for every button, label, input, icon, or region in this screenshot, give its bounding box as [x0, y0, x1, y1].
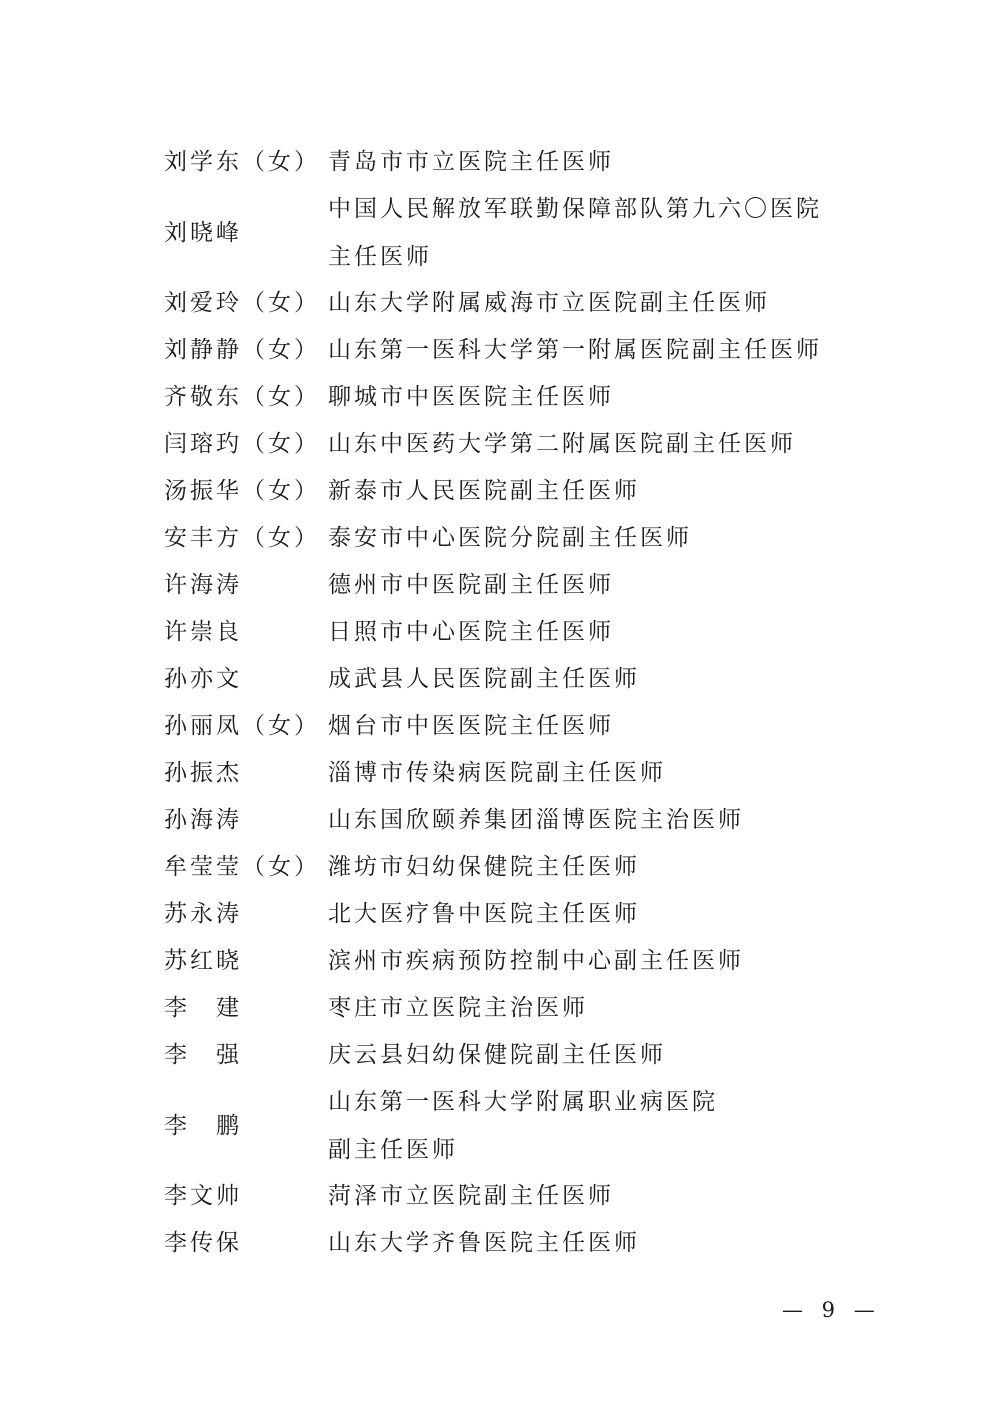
affiliation-line: 青岛市市立医院主任医师 — [328, 149, 614, 175]
affiliation-line: 中国人民解放军联勤保障部队第九六〇医院 — [328, 196, 822, 222]
affiliation-line: 烟台市中医医院主任医师 — [328, 713, 614, 739]
person-affiliation — [328, 520, 864, 557]
person-name: 李文帅 — [164, 1183, 242, 1209]
person-name: 刘爱玲（女） — [164, 290, 320, 316]
person-affiliation — [328, 943, 864, 980]
affiliation-line: 日照市中心医院主任医师 — [328, 619, 614, 645]
list-item — [164, 379, 864, 416]
list-item — [164, 708, 864, 745]
person-name: 牟莹莹（女） — [164, 854, 320, 880]
list-item — [164, 520, 864, 557]
person-affiliation — [328, 1037, 864, 1074]
person-name: 苏红晓 — [164, 948, 242, 974]
person-affiliation — [328, 426, 864, 463]
affiliation-line: 成武县人民医院副主任医师 — [328, 666, 640, 692]
person-name: 刘学东（女） — [164, 149, 320, 175]
affiliation-line: 山东大学附属威海市立医院副主任医师 — [328, 290, 770, 316]
person-affiliation — [328, 332, 864, 369]
person-name: 许海涛 — [164, 572, 242, 598]
person-affiliation — [328, 755, 864, 792]
person-name: 闫瑢玓（女） — [164, 431, 320, 457]
affiliation-line: 新泰市人民医院副主任医师 — [328, 478, 640, 504]
person-name: 齐敬东（女） — [164, 384, 320, 410]
person-affiliation — [328, 849, 864, 886]
person-affiliation — [328, 896, 864, 933]
list-item — [164, 285, 864, 322]
list-item — [164, 1078, 864, 1174]
affiliation-line: 山东第一医科大学附属职业病医院 — [328, 1089, 718, 1115]
person-name: 李 强 — [164, 1042, 242, 1068]
person-name: 苏永涛 — [164, 901, 242, 927]
list-item — [164, 614, 864, 651]
person-name: 李 鹏 — [164, 1112, 242, 1139]
person-affiliation — [328, 379, 864, 416]
person-name: 刘晓峰 — [164, 219, 242, 246]
person-affiliation — [328, 185, 864, 281]
affiliation-line: 山东第一医科大学第一附属医院副主任医师 — [328, 337, 822, 363]
person-affiliation — [328, 708, 864, 745]
affiliation-line: 聊城市中医医院主任医师 — [328, 384, 614, 410]
list-item — [164, 755, 864, 792]
person-name: 安丰方（女） — [164, 525, 320, 551]
list-item — [164, 1225, 864, 1262]
list-item — [164, 426, 864, 463]
page-number: — 9 — — [782, 1298, 881, 1322]
affiliation-line: 枣庄市立医院主治医师 — [328, 995, 588, 1021]
affiliation-line: 淄博市传染病医院副主任医师 — [328, 760, 666, 786]
affiliation-line: 德州市中医院副主任医师 — [328, 572, 614, 598]
person-name: 李传保 — [164, 1230, 242, 1256]
list-item — [164, 990, 864, 1027]
list-item — [164, 802, 864, 839]
affiliation-line: 山东国欣颐养集团淄博医院主治医师 — [328, 807, 744, 833]
person-name: 孙亦文 — [164, 666, 242, 692]
person-name: 孙丽凤（女） — [164, 713, 320, 739]
list-item — [164, 943, 864, 980]
person-affiliation — [328, 1078, 864, 1174]
person-affiliation — [328, 285, 864, 322]
affiliation-line: 滨州市疾病预防控制中心副主任医师 — [328, 948, 744, 974]
person-affiliation — [328, 1178, 864, 1215]
person-name: 李 建 — [164, 995, 242, 1021]
person-affiliation — [328, 567, 864, 604]
person-affiliation — [328, 661, 864, 698]
affiliation-line: 山东大学齐鲁医院主任医师 — [328, 1230, 640, 1256]
list-item — [164, 567, 864, 604]
affiliation-line: 庆云县妇幼保健院副主任医师 — [328, 1042, 666, 1068]
person-name: 孙振杰 — [164, 760, 242, 786]
person-affiliation — [328, 990, 864, 1027]
person-name: 刘静静（女） — [164, 337, 320, 363]
list-item — [164, 332, 864, 369]
person-affiliation — [328, 802, 864, 839]
affiliation-line: 北大医疗鲁中医院主任医师 — [328, 901, 640, 927]
list-item — [164, 473, 864, 510]
affiliation-line: 山东中医药大学第二附属医院副主任医师 — [328, 431, 796, 457]
person-affiliation — [328, 144, 864, 181]
person-affiliation — [328, 614, 864, 651]
person-affiliation — [328, 1225, 864, 1262]
list-item — [164, 849, 864, 886]
list-item — [164, 1037, 864, 1074]
affiliation-line: 潍坊市妇幼保健院主任医师 — [328, 854, 640, 880]
list-item — [164, 185, 864, 281]
person-name: 汤振华（女） — [164, 478, 320, 504]
person-name: 许崇良 — [164, 619, 242, 645]
list-item — [164, 661, 864, 698]
affiliation-line: 泰安市中心医院分院副主任医师 — [328, 525, 692, 551]
personnel-list — [164, 144, 864, 1272]
person-name: 孙海涛 — [164, 807, 242, 833]
affiliation-line: 菏泽市立医院副主任医师 — [328, 1183, 614, 1209]
list-item — [164, 1178, 864, 1215]
affiliation-line: 主任医师 — [328, 244, 432, 270]
person-affiliation — [328, 473, 864, 510]
list-item — [164, 896, 864, 933]
list-item — [164, 144, 864, 181]
affiliation-line: 副主任医师 — [328, 1137, 458, 1163]
